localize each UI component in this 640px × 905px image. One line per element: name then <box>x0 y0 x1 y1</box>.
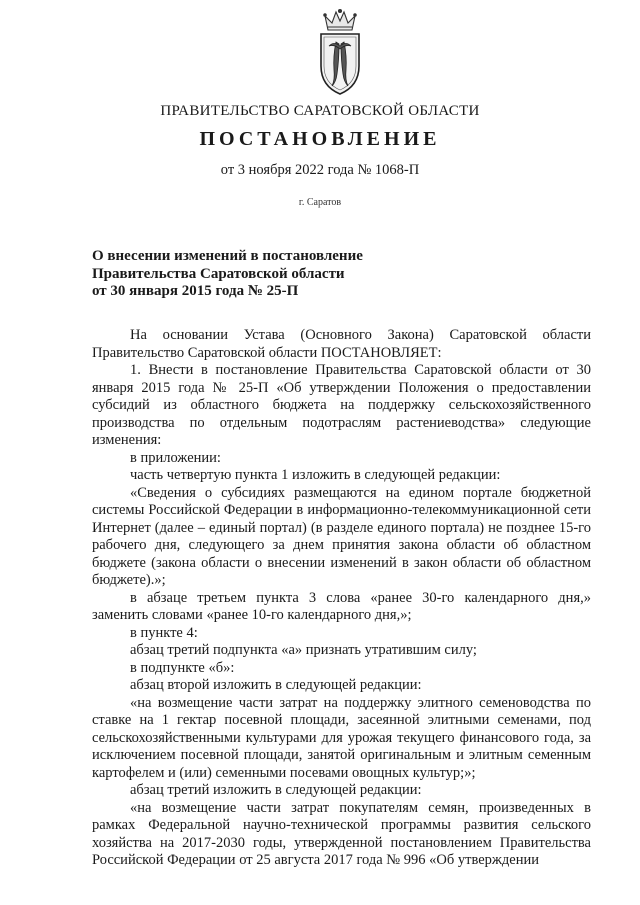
body-paragraph: абзац второй изложить в следующей редакции: <box>130 677 422 693</box>
document-date-number: от 3 ноября 2022 года № 1068-П <box>220 162 420 178</box>
body-paragraph: На основании Устава (Основного Закона) Саратовской области Правительство Саратовской области ПОСТАНОВЛЯЕТ: <box>92 327 591 361</box>
body-paragraph: «Сведения о субсидиях размещаются на едином портале бюджетной системы Российской Федерации в информационно-телекоммуникационной сети Интернет (далее – единый портал) (в разделе единого портала) не позднее 15-го рабочего дня, следующего за днем принятия закона области об областном бюджете (закона области о внесении изменений в закон области об областном бюджете).»; <box>92 484 591 588</box>
document-subject <box>92 248 422 301</box>
body-paragraph: в пункте 4: <box>130 624 198 641</box>
body-paragraph: «на возмещение части затрат на поддержку элитного семеноводства по ставке на 1 гектар посевной площади, засеянной элитными семенами, под сельскохозяйственными культурами для урожая текущего финансового года, за исключением посевной площади, занятой оригинальным и элитным семенным картофелем и (или) семенными посевами овощных культур;»; <box>92 694 591 781</box>
subject-line: от 30 января 2015 года № 25-П <box>92 283 299 299</box>
body-paragraph: в подпункте «б»: <box>130 659 235 676</box>
body-paragraph: часть четвертую пункта 1 изложить в следующей редакции: <box>130 467 501 483</box>
subject-line: О внесении изменений в постановление <box>92 248 363 264</box>
body-paragraph: абзац третий изложить в следующей редакции: <box>130 782 422 798</box>
organization-name: ПРАВИТЕЛЬСТВО САРАТОВСКОЙ ОБЛАСТИ <box>160 103 480 119</box>
body-paragraph: 1. Внести в постановление Правительства Саратовской области от 30 января 2015 года № 25-П «Об утверждении Положения о предоставлении субсидий из областного бюджета на поддержку сельскохозяйственного производства по отдельным подотраслям растениеводства» следующие изменения: <box>92 362 591 448</box>
saratov-coat-of-arms-icon <box>315 8 365 96</box>
body-paragraph: в абзаце третьем пункта 3 слова «ранее 30-го календарного дня,» заменить словами «ранее 10-го календарного дня,»; <box>92 589 591 623</box>
body-paragraph: абзац третий подпункта «а» признать утратившим силу; <box>130 642 477 658</box>
subject-line: Правительства Саратовской области <box>92 265 345 282</box>
body-paragraph: в приложении: <box>130 449 221 466</box>
document-body <box>92 327 591 870</box>
document-type: ПОСТАНОВЛЕНИЕ <box>199 128 441 150</box>
document-city: г. Саратов <box>298 197 342 208</box>
body-paragraph: «на возмещение части затрат покупателям семян, произведенных в рамках Федеральной научно-технической программы развития сельского хозяйства на 2017-2030 годы, утвержденной постановлением Правительства Российской Федерации от 25 августа 2017 года № 996 «Об утверждении <box>92 799 591 868</box>
